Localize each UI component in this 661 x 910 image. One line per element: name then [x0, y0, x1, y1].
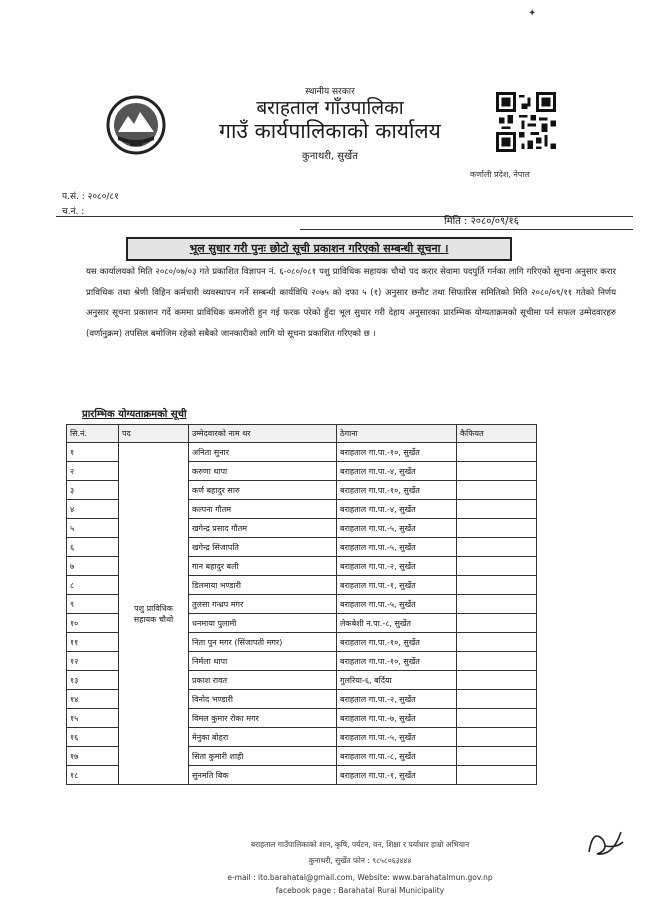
- table-row: [67, 443, 537, 462]
- row-remarks: [457, 671, 537, 690]
- row-remarks: [457, 481, 537, 500]
- row-address: बराहताल गा.पा.-१०, सुर्खेत: [337, 443, 457, 462]
- row-remarks: [457, 614, 537, 633]
- row-name: सुनमति बिक: [189, 766, 337, 785]
- govt-label: स्थानीय सरकार: [305, 87, 355, 97]
- row-name: कल्पना गौतम: [189, 500, 337, 519]
- row-remarks: [457, 500, 537, 519]
- row-sn: ९: [67, 595, 119, 614]
- header-sn: सि.नं.: [67, 425, 119, 443]
- row-sn: ६: [67, 538, 119, 557]
- row-name: डिलमाया भण्डारी: [189, 576, 337, 595]
- row-name: निता पुन मगर (सिंजापती मगर): [189, 633, 337, 652]
- row-remarks: [457, 557, 537, 576]
- row-remarks: [457, 538, 537, 557]
- date-divider: [300, 229, 633, 230]
- row-sn: ७: [67, 557, 119, 576]
- footer-email: e-mail : ito.barahatal@gmail.com, Website: www.barahatalmun.gov.np: [227, 873, 493, 882]
- province-label: कर्णाली प्रदेश, नेपाल: [470, 170, 530, 179]
- letter-number: प.सं. : २०८०/८१: [62, 192, 119, 202]
- row-remarks: [457, 728, 537, 747]
- row-post: पशु प्राविधिक सहायक चौथो: [119, 443, 189, 785]
- header-remarks: कैफियत: [457, 425, 537, 443]
- row-name: सिता कुमारी शाही: [189, 747, 337, 766]
- row-sn: ८: [67, 576, 119, 595]
- row-sn: ४: [67, 500, 119, 519]
- row-name: मेनुका बोहरा: [189, 728, 337, 747]
- row-sn: १५: [67, 709, 119, 728]
- row-name: विनोद भण्डारी: [189, 690, 337, 709]
- row-remarks: [457, 633, 537, 652]
- row-name: कर्ण बहादुर सारु: [189, 481, 337, 500]
- row-address: गुलरिया-६, बर्दिया: [337, 671, 457, 690]
- municipality-name: बराहताल गाँउपालिका: [256, 97, 404, 119]
- header-address: ठेगाना: [337, 425, 457, 443]
- row-sn: १६: [67, 728, 119, 747]
- row-address: बराहताल गा.पा.-१०, सुर्खेत: [337, 481, 457, 500]
- row-remarks: [457, 766, 537, 785]
- list-title: प्रारम्भिक योग्यताक्रमको सूची: [82, 409, 187, 420]
- row-sn: ११: [67, 633, 119, 652]
- row-address: बराहताल गा.पा.-१, सुर्खेत: [337, 576, 457, 595]
- corner-mark: ✦: [528, 8, 537, 19]
- row-name: निर्मला थापा: [189, 652, 337, 671]
- row-sn: १२: [67, 652, 119, 671]
- footer-slogan: बराहताल गाउँपालिकाको शान, कृषि, पर्यटन, वन, शिक्षा र पर्याधार हाम्रो अभियान: [250, 840, 470, 849]
- office-location: कुनाथरी, सुर्खेत: [302, 151, 358, 162]
- row-name: करुणा थापा: [189, 462, 337, 481]
- row-remarks: [457, 652, 537, 671]
- row-name: प्रकाश रावत: [189, 671, 337, 690]
- row-sn: १७: [67, 747, 119, 766]
- row-name: अनिता सुनार: [189, 443, 337, 462]
- row-address: बराहताल गा.पा.-५, सुर्खेत: [337, 595, 457, 614]
- header-divider: [56, 216, 633, 217]
- row-address: बराहताल गा.पा.-१, सुर्खेत: [337, 766, 457, 785]
- row-sn: १३: [67, 671, 119, 690]
- notice-date: मिति : २०८०/०९/१६: [444, 216, 519, 227]
- row-address: बराहताल गा.पा.-५, सुर्खेत: [337, 728, 457, 747]
- notice-subject: भूल सुधार गरी पुनः छोटो सूची प्रकाशन गरिएको सम्बन्धी सूचना ।: [126, 237, 512, 261]
- row-sn: १: [67, 443, 119, 462]
- row-name: खगेन्द्र सिंजापति: [189, 538, 337, 557]
- table-header-row: [67, 425, 537, 443]
- row-sn: १०: [67, 614, 119, 633]
- footer-contact: कुनाथरी, सुर्खेत फोन : ९८५८०६३४४४: [308, 856, 412, 865]
- nepal-emblem-icon: [104, 94, 168, 156]
- row-remarks: [457, 690, 537, 709]
- footer-facebook: facebook page : Barahatal Rural Municipality: [275, 886, 445, 895]
- row-sn: ५: [67, 519, 119, 538]
- row-remarks: [457, 576, 537, 595]
- row-remarks: [457, 747, 537, 766]
- row-sn: ३: [67, 481, 119, 500]
- candidate-table: [66, 424, 537, 785]
- dispatch-number: च.नं. :: [62, 207, 85, 217]
- office-name: गाउँ कार्यपालिकाको कार्यालय: [219, 119, 441, 143]
- row-address: बराहताल गा.पा.-२, सुर्खेत: [337, 690, 457, 709]
- row-remarks: [457, 595, 537, 614]
- row-remarks: [457, 519, 537, 538]
- row-address: लेकबेशी न.पा.-८, सुर्खेत: [337, 614, 457, 633]
- row-sn: १८: [67, 766, 119, 785]
- row-address: बराहताल गा.पा.-५, सुर्खेत: [337, 519, 457, 538]
- row-name: धनमाया पुलामी: [189, 614, 337, 633]
- row-address: बराहताल गा.पा.-४, सुर्खेत: [337, 500, 457, 519]
- header-name: उम्मेदवारको नाम थर: [189, 425, 337, 443]
- qr-code-icon: [496, 92, 556, 152]
- row-sn: १४: [67, 690, 119, 709]
- row-sn: २: [67, 462, 119, 481]
- row-address: बराहताल गा.पा.-८, सुर्खेत: [337, 747, 457, 766]
- row-remarks: [457, 443, 537, 462]
- row-address: बराहताल गा.पा.-७, सुर्खेत: [337, 709, 457, 728]
- row-name: गान बहादुर बली: [189, 557, 337, 576]
- row-address: बराहताल गा.पा.-१०, सुर्खेत: [337, 633, 457, 652]
- row-address: बराहताल गा.पा.-२, सुर्खेत: [337, 557, 457, 576]
- row-remarks: [457, 709, 537, 728]
- row-name: खगेन्द्र प्रसाद गौतम: [189, 519, 337, 538]
- row-address: बराहताल गा.पा.-१०, सुर्खेत: [337, 652, 457, 671]
- row-address: बराहताल गा.पा.-५, सुर्खेत: [337, 538, 457, 557]
- row-name: तुलसा गन्ध्रप मगर: [189, 595, 337, 614]
- notice-body: यस कार्यालयको मिति २०८०/०७/०३ गते प्रकाशित विज्ञापन नं. ६-०८०/०८१ पशु प्राविधिक सहायक चौथो पद करार सेवामा पदपुर्ति गर्नका लागि गरिएको सूचना अनुसार करार प्राविधिक तथा श्रेणी विहिन कर्मचारी व्यवस्थापन गर्ने सम्बन्धी कार्यविधि २०७५ को दफा ५ (१) अनुसार छनौट तथा सिफारिस समितिको मिति २०८०/०९/११ गतेको निर्णय अनुसार सूचना प्रकाशन गर्दे कममा प्राविधिक कमजोरी हुन गई फरक परेको हुँदा भूल सुधार गरी देहाय अनुसारका प्रारम्भिक योग्यताक्रमको सूचीमा पर्न सफल उम्मेदवारहरु (वर्णानुक्रम) तपसिल बमोजिम रहेको सबैको जानकारीको लागि यो सूचना प्रकाशित गरिएको छ ।: [86, 267, 616, 339]
- row-remarks: [457, 462, 537, 481]
- row-address: बराहताल गा.पा.-४, सुर्खेत: [337, 462, 457, 481]
- row-name: विमल कुमार रोका मगर: [189, 709, 337, 728]
- header-post: पद: [119, 425, 189, 443]
